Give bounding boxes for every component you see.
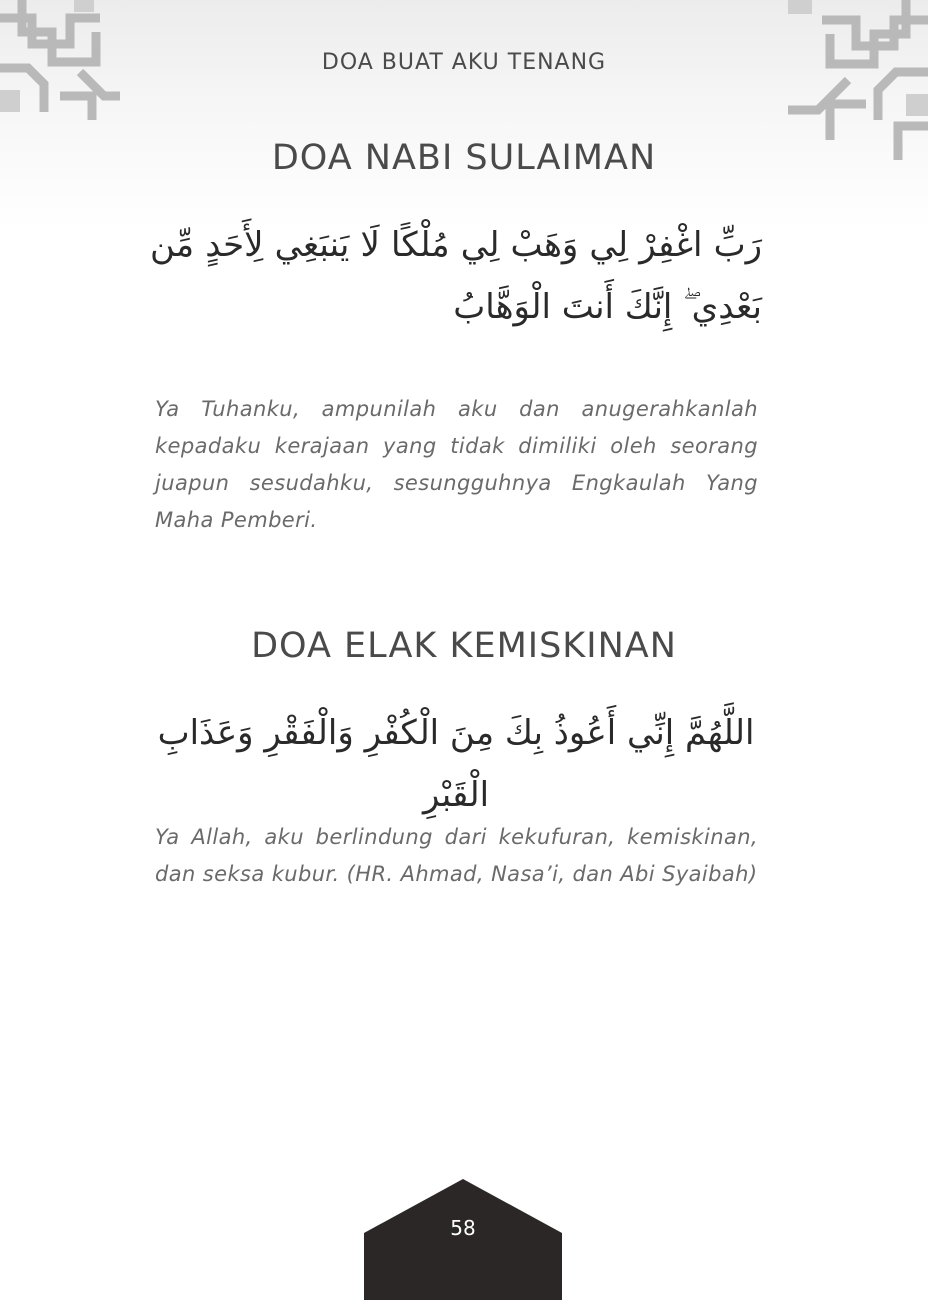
page-number: 58 bbox=[450, 1216, 476, 1240]
running-header: DOA BUAT AKU TENANG bbox=[321, 50, 607, 75]
section-title-doa-nabi-sulaiman: DOA NABI SULAIMAN bbox=[271, 138, 657, 178]
prayer-translation: Ya Tuhanku, ampunilah aku dan anugerahkanlah kepadaku kerajaan yang tidak dimiliki oleh seorang juapun sesudahku, sesungguhnya Engkaulah Yang Maha Pemberi. bbox=[155, 397, 758, 532]
arabic-prayer-text: رَبِّ اغْفِرْ لِي وَهَبْ لِي مُلْكًا لَا يَنبَغِي لِأَحَدٍ مِّن بَعْدِي ۖ إِنَّكَ أَنتَ الْوَهَّابُ bbox=[150, 225, 762, 327]
section-title-doa-elak-kemiskinan: DOA ELAK KEMISKINAN bbox=[251, 626, 677, 666]
arabic-prayer-text: اللَّهُمَّ إِنِّي أَعُوذُ بِكَ مِنَ الْكُفْرِ وَالْفَقْرِ وَعَذَابِ الْقَبْرِ bbox=[157, 713, 755, 815]
corner-ornament-right-icon bbox=[778, 0, 928, 160]
prayer-translation: Ya Allah, aku berlindung dari kekufuran, kemiskinan, dan seksa kubur. (HR. Ahmad, Nasa’i, dan Abi Syaibah) bbox=[155, 825, 758, 886]
